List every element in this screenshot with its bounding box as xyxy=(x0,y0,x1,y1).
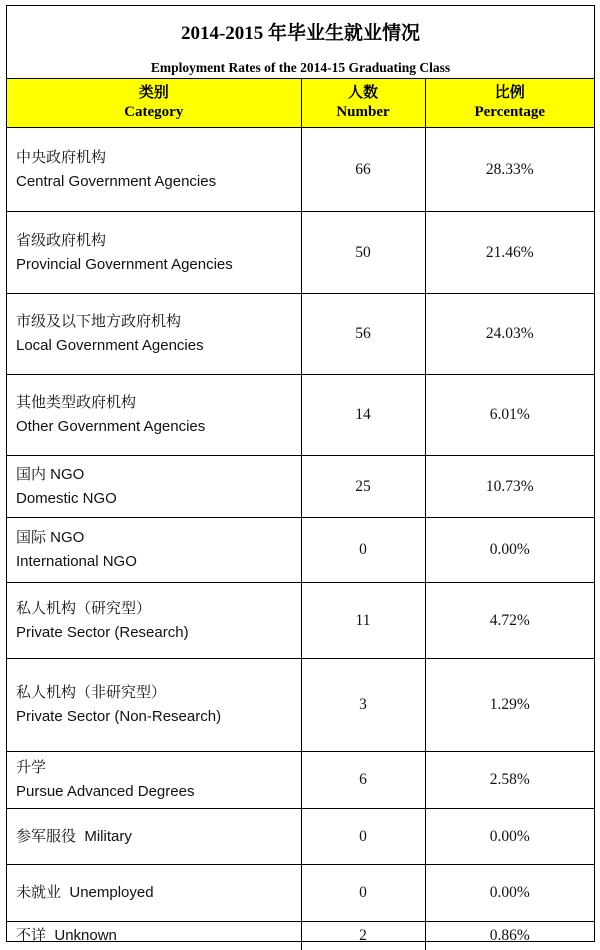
category-zh: 市级及以下地方政府机构 xyxy=(16,313,182,330)
table-row xyxy=(7,659,594,752)
category-en: Central Government Agencies xyxy=(16,172,217,190)
number-cell: 14 xyxy=(301,375,425,456)
category-cell xyxy=(7,294,301,375)
category-zh: 省级政府机构 xyxy=(16,231,107,249)
table-row xyxy=(7,294,594,375)
category-zh: 私人机构（非研究型） xyxy=(16,684,167,701)
percentage-cell: 4.72% xyxy=(425,583,594,659)
category-cell xyxy=(7,518,301,583)
number-cell: 0 xyxy=(301,809,425,865)
category-en: Private Sector (Non-Research) xyxy=(16,708,222,725)
header-percentage-zh: 比例 xyxy=(494,85,525,101)
table-row xyxy=(7,809,594,865)
category-en: Pursue Advanced Degrees xyxy=(16,783,195,800)
page-title: 2014-2015 年毕业生就业情况 xyxy=(180,23,421,44)
table-row xyxy=(7,212,594,294)
percentage-cell: 1.29% xyxy=(425,659,594,752)
category-en: Military xyxy=(84,827,132,845)
percentage-cell: 0.86% xyxy=(425,922,594,950)
category-en: International NGO xyxy=(16,553,137,570)
category-zh: 中央政府机构 xyxy=(16,148,107,166)
number-cell: 56 xyxy=(301,294,425,375)
category-zh: 国际 NGO xyxy=(16,529,85,546)
category-cell xyxy=(7,809,301,865)
header-percentage-en: Percentage xyxy=(474,104,546,120)
category-cell xyxy=(7,752,301,809)
percentage-cell: 0.00% xyxy=(425,809,594,865)
header-category-en: Category xyxy=(124,104,184,120)
category-en: Unemployed xyxy=(69,884,154,901)
number-cell: 0 xyxy=(301,865,425,922)
category-cell xyxy=(7,659,301,752)
category-zh: 私人机构（研究型） xyxy=(16,599,152,617)
category-cell xyxy=(7,865,301,922)
category-en: Private Sector (Research) xyxy=(16,623,189,641)
category-en: Provincial Government Agencies xyxy=(16,255,233,273)
number-cell: 3 xyxy=(301,659,425,752)
employment-table xyxy=(7,78,594,950)
category-zh: 其他类型政府机构 xyxy=(16,394,137,411)
number-cell: 0 xyxy=(301,518,425,583)
table-row xyxy=(7,922,594,950)
table-row xyxy=(7,752,594,809)
table-row xyxy=(7,518,594,583)
category-cell xyxy=(7,375,301,456)
category-cell xyxy=(7,583,301,659)
number-cell: 2 xyxy=(301,922,425,950)
percentage-cell: 0.00% xyxy=(425,865,594,922)
number-cell: 11 xyxy=(301,583,425,659)
category-cell xyxy=(7,922,301,950)
category-cell xyxy=(7,456,301,518)
table-row xyxy=(7,456,594,518)
category-zh: 不详 xyxy=(16,926,47,944)
number-cell: 66 xyxy=(301,128,425,212)
category-zh: 未就业 xyxy=(16,884,62,901)
table-row xyxy=(7,583,594,659)
category-en: Unknown xyxy=(54,926,117,944)
table-row xyxy=(7,128,594,212)
percentage-cell: 24.03% xyxy=(425,294,594,375)
header-number-en: Number xyxy=(336,104,390,120)
header-percentage xyxy=(425,79,594,128)
category-en: Local Government Agencies xyxy=(16,337,204,354)
percentage-cell: 21.46% xyxy=(425,212,594,294)
percentage-cell: 6.01% xyxy=(425,375,594,456)
number-cell: 25 xyxy=(301,456,425,518)
header-category-zh: 类别 xyxy=(138,85,169,101)
table-header-row xyxy=(7,79,594,128)
percentage-cell: 0.00% xyxy=(425,518,594,583)
number-cell: 50 xyxy=(301,212,425,294)
percentage-cell: 28.33% xyxy=(425,128,594,212)
table-row xyxy=(7,375,594,456)
page-subtitle: Employment Rates of the 2014-15 Graduating Class xyxy=(150,59,451,75)
number-cell: 6 xyxy=(301,752,425,809)
table-row xyxy=(7,865,594,922)
category-zh: 升学 xyxy=(16,759,47,776)
category-en: Domestic NGO xyxy=(16,489,117,507)
header-number xyxy=(301,79,425,128)
percentage-cell: 2.58% xyxy=(425,752,594,809)
category-zh: 参军服役 xyxy=(16,827,77,845)
category-cell xyxy=(7,212,301,294)
category-zh: 国内 NGO xyxy=(16,465,85,483)
percentage-cell: 10.73% xyxy=(425,456,594,518)
header-category xyxy=(7,79,301,128)
category-cell xyxy=(7,128,301,212)
header-number-zh: 人数 xyxy=(347,85,378,101)
category-en: Other Government Agencies xyxy=(16,418,206,435)
employment-table-sheet xyxy=(6,5,595,942)
